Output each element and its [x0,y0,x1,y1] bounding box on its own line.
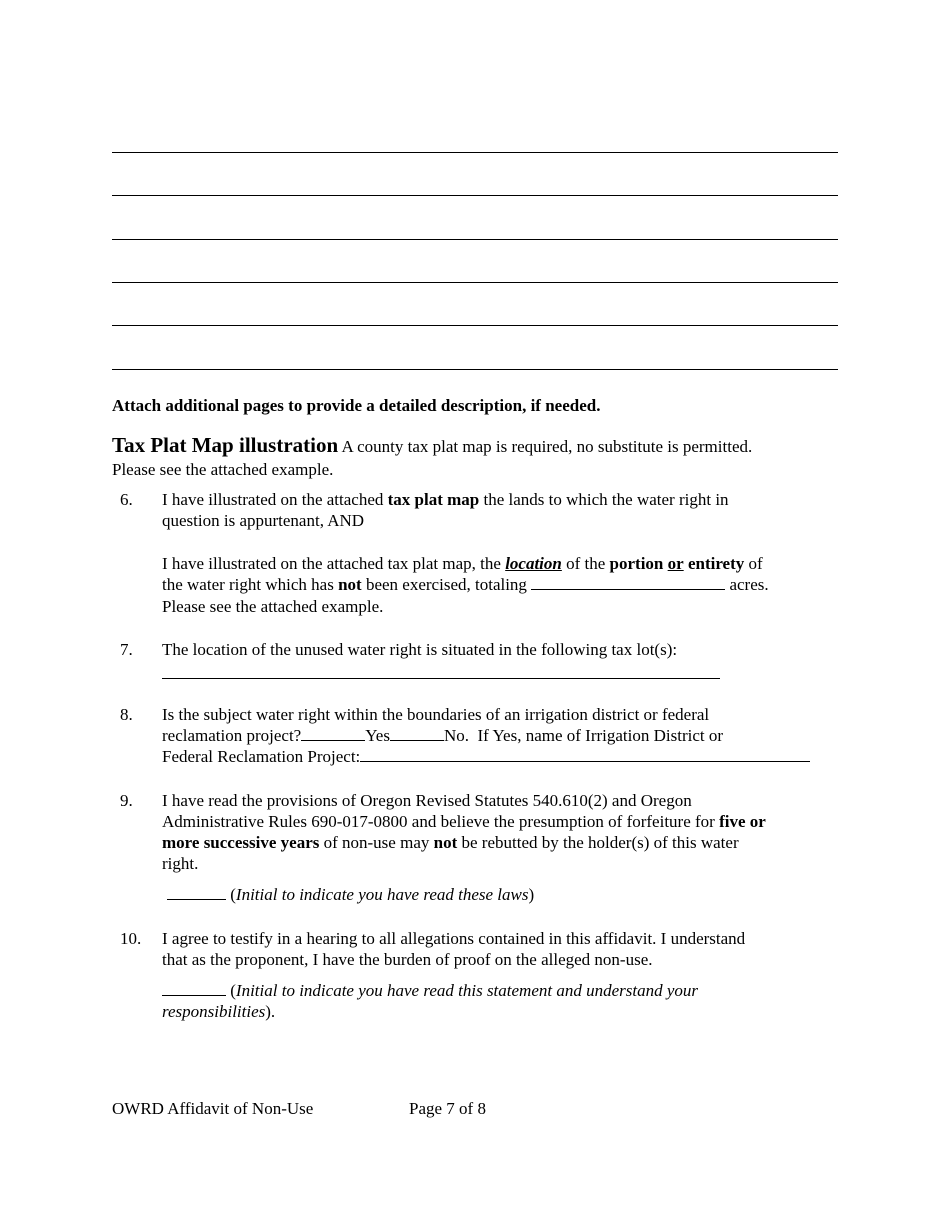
irrigation-district-blank[interactable] [360,746,810,762]
description-line-4[interactable] [112,282,838,283]
no-blank[interactable] [390,725,444,741]
item-9-number: 9. [120,791,133,810]
acres-blank[interactable] [531,574,725,590]
laws-initial-blank[interactable] [167,884,226,900]
item-10-initial-line-2: responsibilities). [162,1002,276,1021]
item-6-line-1: I have illustrated on the attached tax plat map the lands to which the water right in [162,490,729,509]
item-6-line-4: the water right which has not been exercised, totaling acres. [162,575,769,594]
item-8-line-2: reclamation project? Yes No. If Yes, name of Irrigation District or [162,726,724,745]
description-line-1[interactable] [112,152,838,153]
attach-note: Attach additional pages to provide a detailed description, if needed. [112,396,601,415]
tax-plat-text: A county tax plat map is required, no substitute is permitted. [338,437,753,456]
tax-lot-blank[interactable] [162,678,720,679]
item-10-line-1: I agree to testify in a hearing to all allegations contained in this affidavit. I understand [162,929,746,948]
yes-blank[interactable] [301,725,365,741]
tax-plat-text-2: Please see the attached example. [112,460,334,479]
item-9-line-1: I have read the provisions of Oregon Revised Statutes 540.610(2) and Oregon [162,791,692,810]
footer-page-number: Page 7 of 8 [409,1099,486,1118]
tax-plat-section [112,435,832,457]
item-10-line-2: that as the proponent, I have the burden of proof on the alleged non-use. [162,950,653,969]
statement-initial-blank[interactable] [162,980,226,996]
item-8-line-1: Is the subject water right within the boundaries of an irrigation district or federal [162,705,710,724]
item-9-initial: (Initial to indicate you have read these laws) [167,884,534,905]
description-line-5[interactable] [112,325,838,326]
item-6-line-5: Please see the attached example. [162,597,384,616]
tax-plat-heading: Tax Plat Map illustration [112,433,339,457]
item-10-number: 10. [120,929,142,948]
item-6-line-2: question is appurtenant, AND [162,511,365,530]
description-line-3[interactable] [112,239,838,240]
description-line-6[interactable] [112,369,838,370]
footer-title: OWRD Affidavit of Non-Use [112,1099,314,1118]
item-6-number: 6. [120,490,133,509]
item-10-initial-line-1: (Initial to indicate you have read this statement and understand your [162,980,832,1001]
item-9-line-4: right. [162,854,199,873]
description-line-2[interactable] [112,195,838,196]
item-8-number: 8. [120,705,133,724]
item-9-line-3: more successive years of non-use may not be rebutted by the holder(s) of this water [162,833,739,852]
item-9-line-2: Administrative Rules 690-017-0800 and believe the presumption of forfeiture for five or [162,812,766,831]
item-8-line-3: Federal Reclamation Project: [162,746,842,767]
item-7-text: The location of the unused water right is situated in the following tax lot(s): [162,640,678,659]
item-6-line-3: I have illustrated on the attached tax plat map, the location of the portion or entirety of [162,554,763,573]
item-7-number: 7. [120,640,133,659]
